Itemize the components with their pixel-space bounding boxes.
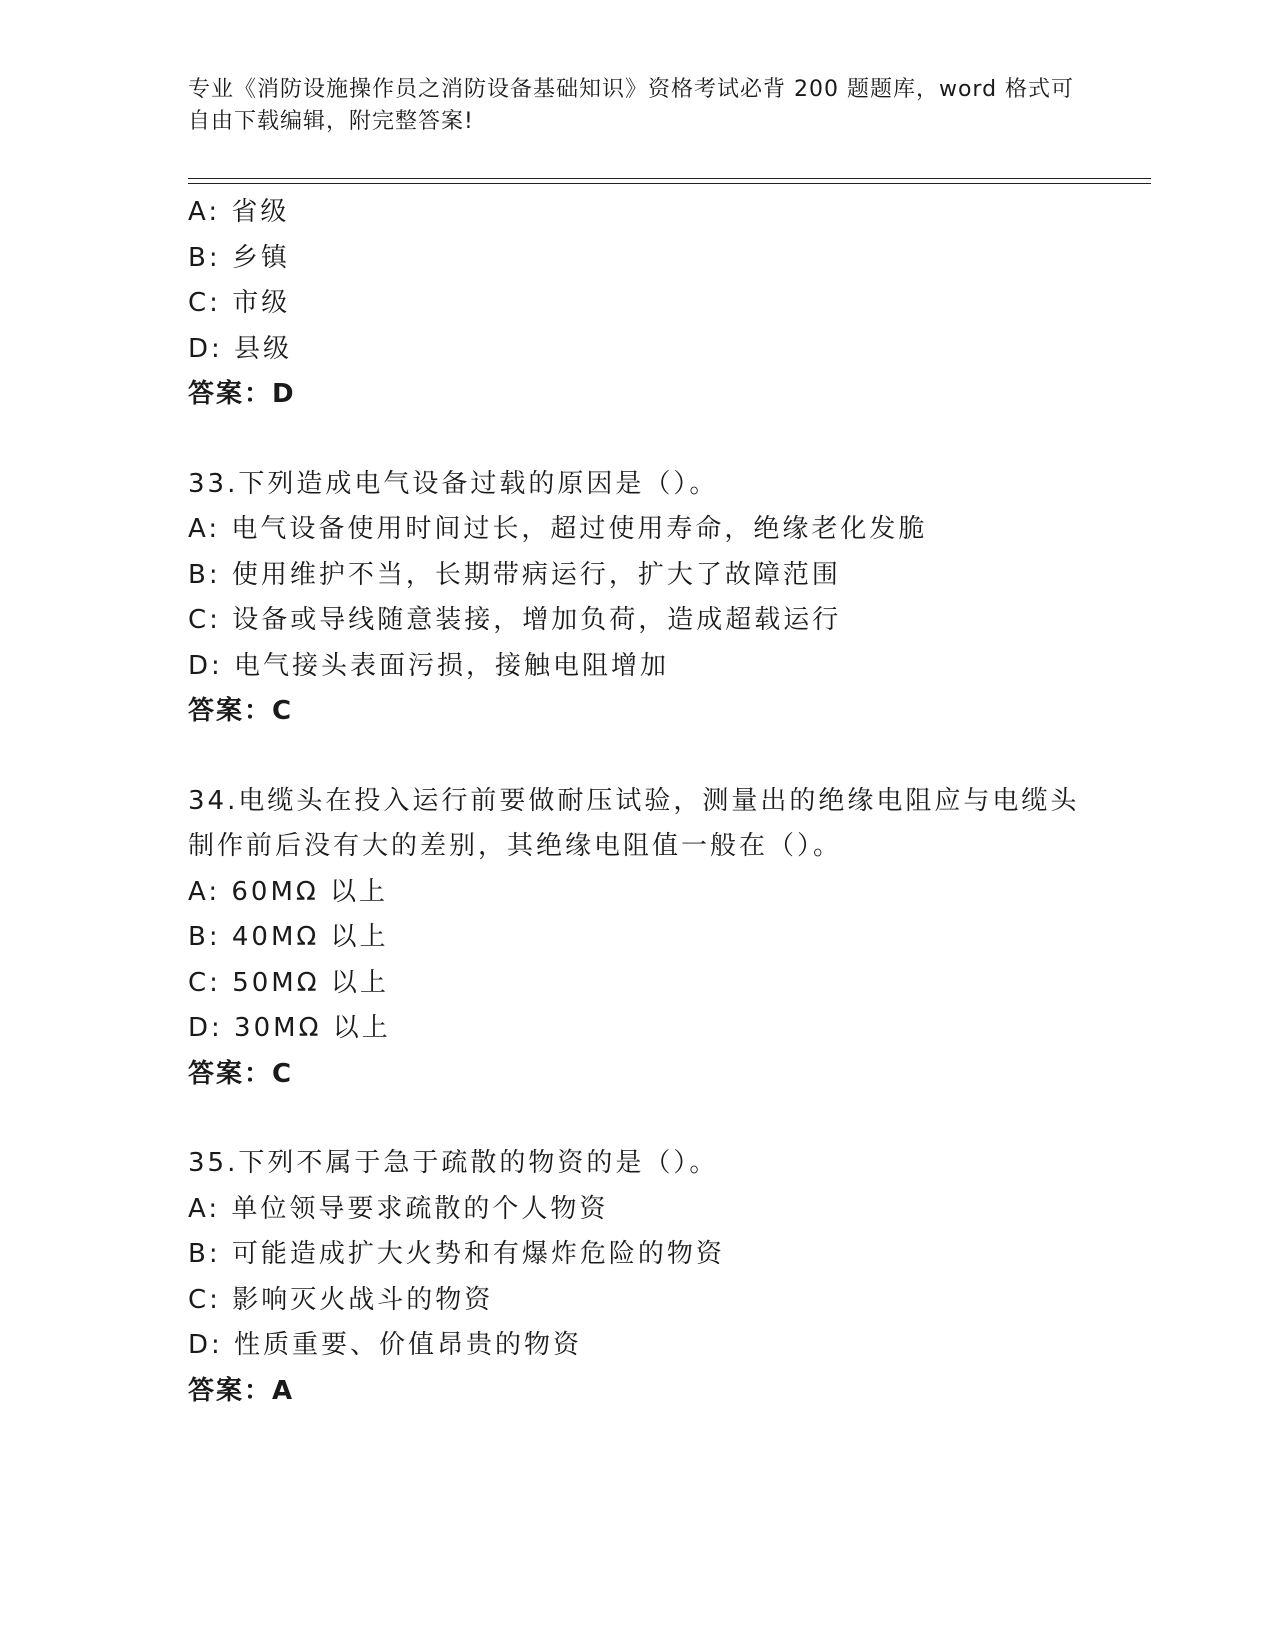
option-label: C: bbox=[188, 605, 221, 635]
option-d bbox=[188, 1006, 1088, 1052]
question-spacer bbox=[188, 418, 1088, 462]
option-text: 60MΩ 以上 bbox=[231, 876, 389, 907]
option-text: 30MΩ 以上 bbox=[234, 1013, 391, 1043]
option-text: 电气接头表面污损，接触电阻增加 bbox=[234, 650, 670, 681]
option-text: 单位领导要求疏散的个人物资 bbox=[231, 1193, 609, 1224]
question-35 bbox=[188, 1141, 1088, 1414]
header-rule-bottom bbox=[188, 183, 1151, 184]
option-b bbox=[188, 1232, 1088, 1278]
header-rule-top bbox=[188, 178, 1151, 179]
option-c bbox=[188, 1278, 1088, 1324]
question-33 bbox=[188, 462, 1088, 735]
option-label: D: bbox=[188, 1330, 223, 1360]
option-label: A: bbox=[188, 514, 221, 544]
question-stem: 35.下列不属于急于疏散的物资的是（）。 bbox=[188, 1148, 719, 1178]
option-label: D: bbox=[188, 1013, 223, 1043]
option-text: 性质重要、价值昂贵的物资 bbox=[234, 1330, 583, 1360]
option-text: 省级 bbox=[231, 197, 290, 227]
option-c bbox=[188, 281, 1088, 327]
option-text: 40MΩ 以上 bbox=[231, 922, 389, 952]
option-text: 市级 bbox=[232, 288, 291, 318]
answer-line: 答案：D bbox=[188, 379, 296, 409]
question-34 bbox=[188, 779, 1088, 1098]
option-a bbox=[188, 1187, 1088, 1233]
option-d bbox=[188, 644, 1088, 690]
question-content bbox=[188, 190, 1088, 1414]
question-spacer bbox=[188, 1097, 1088, 1141]
option-text: 乡镇 bbox=[231, 242, 290, 273]
option-label: B: bbox=[188, 922, 221, 952]
option-label: A: bbox=[188, 876, 221, 907]
option-c bbox=[188, 598, 1088, 644]
option-text: 可能造成扩大火势和有爆炸危险的物资 bbox=[231, 1239, 725, 1269]
question-stem: 33.下列造成电气设备过载的原因是（）。 bbox=[188, 468, 719, 499]
option-text: 县级 bbox=[234, 333, 293, 364]
question-spacer bbox=[188, 735, 1088, 779]
option-a bbox=[188, 870, 1088, 916]
option-text: 电气设备使用时间过长，超过使用寿命，绝缘老化发脆 bbox=[231, 514, 928, 544]
option-label: A: bbox=[188, 1193, 221, 1224]
option-text: 设备或导线随意装接，增加负荷，造成超载运行 bbox=[232, 605, 842, 635]
question-continued bbox=[188, 190, 1088, 418]
option-b bbox=[188, 915, 1088, 961]
option-label: A: bbox=[188, 197, 221, 227]
option-label: D: bbox=[188, 650, 223, 681]
option-label: B: bbox=[188, 1239, 221, 1269]
option-c bbox=[188, 961, 1088, 1007]
option-d bbox=[188, 327, 1088, 373]
option-d bbox=[188, 1323, 1088, 1369]
option-label: C: bbox=[188, 1284, 221, 1315]
option-label: D: bbox=[188, 333, 223, 364]
option-label: C: bbox=[188, 967, 221, 998]
answer-line: 答案：A bbox=[188, 1375, 295, 1406]
answer-line: 答案：C bbox=[188, 1058, 294, 1089]
option-b bbox=[188, 553, 1088, 599]
option-text: 影响灭火战斗的物资 bbox=[232, 1284, 494, 1315]
option-a bbox=[188, 507, 1088, 553]
option-text: 使用维护不当，长期带病运行，扩大了故障范围 bbox=[231, 559, 841, 590]
option-a bbox=[188, 190, 1088, 236]
option-label: C: bbox=[188, 288, 221, 318]
option-label: B: bbox=[188, 242, 221, 273]
question-stem: 34.电缆头在投入运行前要做耐压试验，测量出的绝缘电阻应与电缆头制作前后没有大的差别，其绝缘电阻值一般在（）。 bbox=[188, 785, 1080, 861]
option-label: B: bbox=[188, 559, 221, 590]
option-text: 50MΩ 以上 bbox=[232, 967, 389, 998]
option-b bbox=[188, 236, 1088, 282]
answer-line: 答案：C bbox=[188, 696, 294, 726]
page-header: 专业《消防设施操作员之消防设备基础知识》资格考试必背 200 题题库，word 格式可自由下载编辑，附完整答案! bbox=[188, 77, 1075, 134]
